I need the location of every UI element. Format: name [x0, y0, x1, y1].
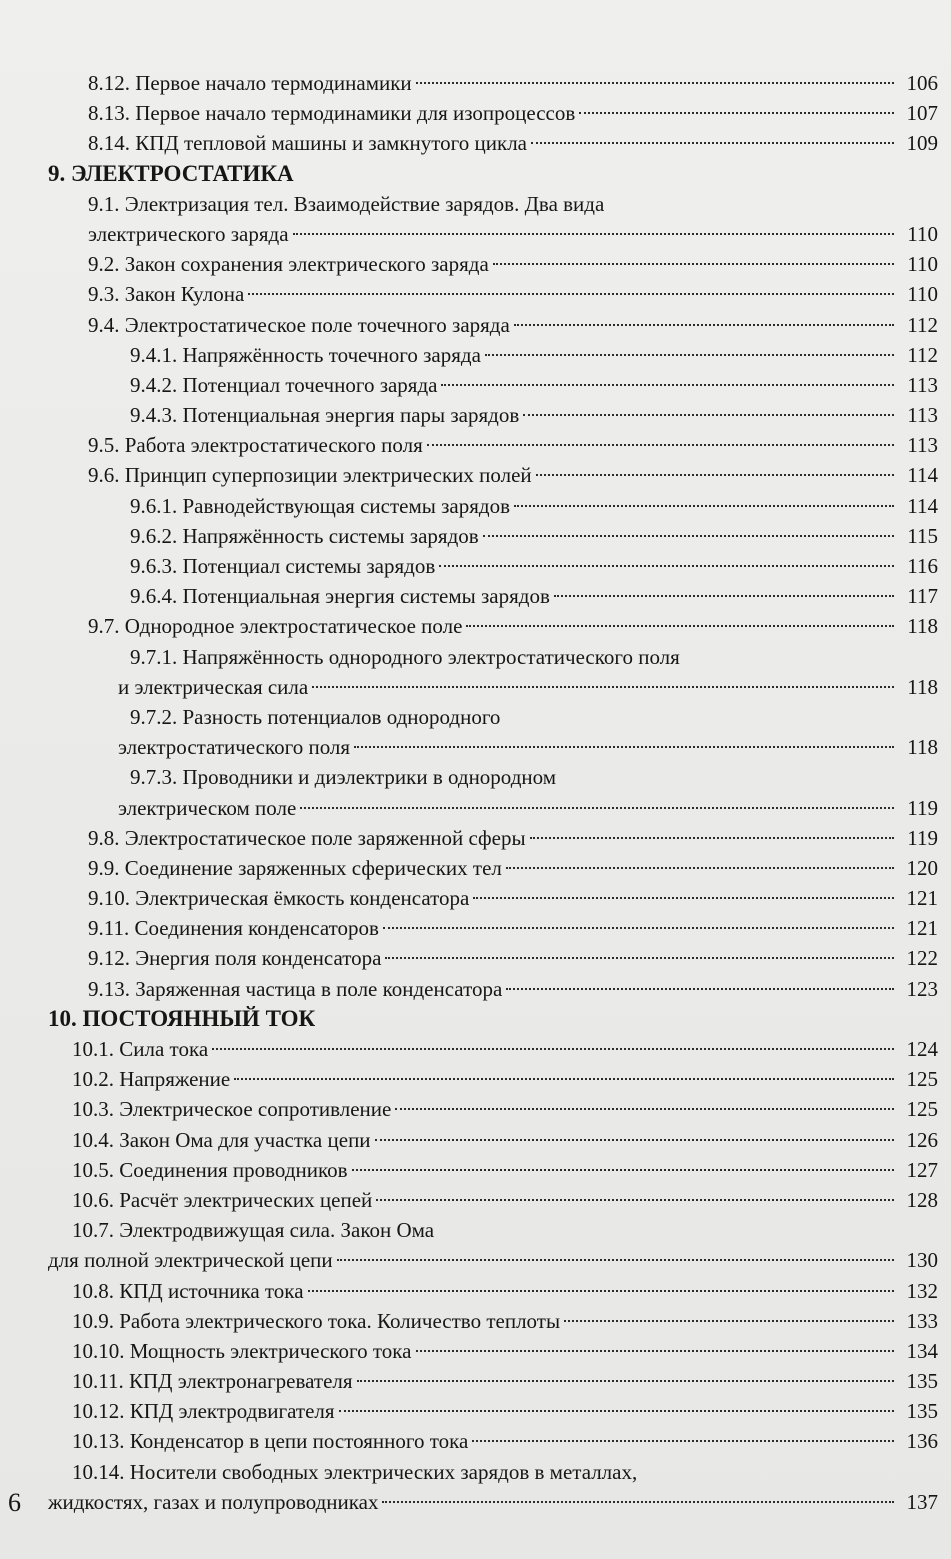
toc-entry-page: 115	[907, 523, 938, 548]
toc-entry-title: 9.7.1. Напряжённость однородного электростатического поля	[130, 644, 680, 669]
toc-entry-title: электростатического поля	[118, 735, 351, 760]
toc-entry	[48, 460, 938, 490]
toc-entry-title: 10.13. Конденсатор в цепи постоянного тока	[72, 1429, 469, 1454]
toc-entry-title: 9.4. Электростатическое поле точечного заряда	[88, 312, 510, 337]
toc-entry	[48, 913, 938, 943]
toc-entry-title: 9. ЭЛЕКТРОСТАТИКА	[48, 160, 294, 186]
toc-entry-page: 114	[907, 463, 938, 488]
toc-entry-title: 10.3. Электрическое сопротивление	[72, 1097, 392, 1122]
dot-leader	[439, 565, 894, 567]
toc-entry-title: 9.9. Соединение заряженных сферических тел	[88, 855, 502, 880]
toc-entry-page: 118	[907, 674, 938, 699]
toc-entry-title: 8.13. Первое начало термодинамики для изопроцессов	[88, 101, 576, 126]
toc-entry	[48, 853, 938, 883]
toc-entry-title: 10.7. Электродвижущая сила. Закон Ома	[72, 1218, 435, 1243]
toc-entry	[48, 521, 938, 551]
page-number: 6	[8, 1488, 21, 1517]
toc-entry-title: 9.2. Закон сохранения электрического заряда	[88, 252, 489, 277]
dot-leader	[354, 746, 894, 748]
dot-leader	[427, 444, 894, 446]
toc-entry	[48, 370, 938, 400]
toc-entry-title: 9.6. Принцип суперпозиции электрических полей	[88, 463, 532, 488]
toc-entry-page: 121	[906, 916, 938, 941]
dot-leader	[466, 625, 894, 627]
toc-entry-page: 114	[907, 493, 938, 518]
toc-entry-page: 116	[907, 554, 938, 578]
toc-entry-page: 126	[906, 1127, 938, 1152]
toc-entry	[48, 98, 938, 128]
toc-entry-page: 109	[906, 131, 938, 156]
toc-entry	[48, 279, 938, 309]
toc-entry	[48, 1487, 938, 1517]
dot-leader	[300, 807, 894, 809]
dot-leader	[376, 1199, 894, 1201]
toc-entry	[48, 491, 938, 521]
toc-entry-page: 119	[907, 795, 938, 820]
toc-entry	[48, 793, 938, 823]
toc-entry-page: 118	[907, 614, 938, 639]
toc-entry-page: 132	[906, 1278, 938, 1303]
toc-entry	[48, 702, 938, 732]
toc-entry-title: 10. ПОСТОЯННЫЙ ТОК	[48, 1005, 316, 1031]
toc-entry-title: 10.4. Закон Ома для участка цепи	[72, 1127, 371, 1152]
toc-entry	[48, 1185, 938, 1215]
toc-entry	[48, 1366, 938, 1396]
toc-entry-page: 134	[906, 1338, 938, 1363]
toc-entry	[48, 1155, 938, 1185]
toc-entry-title: 10.10. Мощность электрического тока	[72, 1338, 412, 1363]
toc-entry	[48, 68, 938, 98]
toc-entry-page: 137	[906, 1489, 938, 1514]
toc-entry-title: 9.6.1. Равнодействующая системы зарядов	[130, 493, 510, 518]
toc-entry-title: 9.12. Энергия поля конденсатора	[88, 946, 382, 971]
toc-entry	[48, 732, 938, 762]
toc-entry-page: 122	[906, 946, 938, 971]
toc-entry	[48, 1396, 938, 1426]
toc-entry	[48, 189, 938, 219]
dot-leader	[248, 293, 894, 295]
dot-leader	[472, 1440, 894, 1442]
toc-entry-title: 9.5. Работа электростатического поля	[88, 433, 423, 458]
toc-entry-title: 8.14. КПД тепловой машины и замкнутого цикла	[88, 131, 528, 156]
toc-entry-title: 9.6.3. Потенциал системы зарядов	[130, 554, 436, 578]
dot-leader	[395, 1108, 894, 1110]
toc-entry-page: 125	[906, 1067, 938, 1092]
toc-entry	[48, 1306, 938, 1336]
toc-entry-title: 9.3. Закон Кулона	[88, 282, 245, 307]
toc-entry	[48, 551, 938, 581]
toc-entry-page: 113	[907, 372, 938, 397]
toc-entry	[48, 1276, 938, 1306]
toc-entry-page: 120	[906, 855, 938, 880]
dot-leader	[357, 1380, 894, 1382]
toc-entry	[48, 1426, 938, 1456]
toc-entry-title: 10.6. Расчёт электрических цепей	[72, 1187, 373, 1212]
dot-leader	[382, 1501, 894, 1503]
toc-entry-page: 112	[907, 312, 938, 337]
toc-entry	[48, 1125, 938, 1155]
toc-entry-title: 9.7. Однородное электростатическое поле	[88, 614, 463, 639]
toc-entry-page: 136	[906, 1429, 938, 1454]
toc-entry-page: 135	[906, 1369, 938, 1394]
toc-entry-title: электрическом поле	[118, 795, 297, 820]
toc-entry-title: 10.8. КПД источника тока	[72, 1278, 304, 1303]
dot-leader	[352, 1169, 894, 1171]
dot-leader	[375, 1139, 894, 1141]
toc-entry-page: 106	[906, 71, 938, 95]
toc-entry-title: 9.10. Электрическая ёмкость конденсатора	[88, 886, 470, 911]
toc-entry	[48, 1064, 938, 1094]
dot-leader	[579, 112, 894, 114]
toc-entry-page: 133	[906, 1308, 938, 1333]
toc-entry	[48, 249, 938, 279]
toc-entry-title: 9.1. Электризация тел. Взаимодействие зарядов. Два вида	[88, 191, 605, 216]
toc-entry	[48, 883, 938, 913]
toc-entry-page: 128	[906, 1187, 938, 1212]
toc-entry-page: 123	[906, 976, 938, 1001]
toc-entry-page: 107	[906, 101, 938, 126]
toc-entry	[48, 1094, 938, 1124]
toc-entry-title: 9.8. Электростатическое поле заряженной сферы	[88, 825, 526, 850]
dot-leader	[416, 1350, 895, 1352]
dot-leader	[293, 233, 894, 235]
toc-entry	[48, 340, 938, 370]
toc-entry-title: электрического заряда	[88, 221, 289, 246]
toc-entry	[48, 943, 938, 973]
toc-entry	[48, 1215, 938, 1245]
dot-leader	[234, 1078, 894, 1080]
dot-leader	[514, 324, 894, 326]
toc-entry-page: 113	[907, 403, 938, 428]
dot-leader	[523, 414, 894, 416]
toc-entry-page: 113	[907, 433, 938, 458]
toc-entry-title: 10.11. КПД электронагревателя	[72, 1369, 353, 1394]
toc-entry	[48, 672, 938, 702]
dot-leader	[564, 1320, 894, 1322]
dot-leader	[473, 897, 894, 899]
toc-entry-title: 10.9. Работа электрического тока. Количество теплоты	[72, 1308, 561, 1333]
dot-leader	[308, 1290, 894, 1292]
toc-entry-title: 8.12. Первое начало термодинамики	[88, 71, 412, 95]
toc-entry	[48, 310, 938, 340]
dot-leader	[530, 837, 894, 839]
toc-entry-page: 110	[907, 252, 938, 277]
toc-entry-page: 124	[906, 1037, 938, 1061]
toc-entry	[48, 1245, 938, 1275]
dot-leader	[312, 686, 894, 688]
dot-leader	[554, 595, 894, 597]
toc-entry	[48, 128, 938, 158]
toc-entry	[48, 1034, 938, 1064]
toc-entry-page: 121	[906, 886, 938, 911]
toc-entry-page: 127	[906, 1157, 938, 1182]
toc-entry-title: для полной электрической цепи	[48, 1248, 333, 1273]
toc-entry	[48, 823, 938, 853]
toc-entry-page: 117	[907, 584, 938, 609]
toc-entry-title: 10.5. Соединения проводников	[72, 1157, 348, 1182]
toc-entry-title: 9.6.4. Потенциальная энергия системы зарядов	[130, 584, 550, 609]
toc-entry-title: жидкостях, газах и полупроводниках	[48, 1489, 379, 1514]
dot-leader	[441, 384, 894, 386]
section-heading	[48, 159, 938, 189]
dot-leader	[337, 1259, 894, 1261]
toc-entry-title: 9.7.3. Проводники и диэлектрики в однородном	[130, 765, 557, 790]
section-heading	[48, 1004, 938, 1034]
dot-leader	[493, 263, 894, 265]
toc-entry	[48, 642, 938, 672]
dot-leader	[385, 957, 894, 959]
toc-entry-title: 10.14. Носители свободных электрических зарядов в металлах,	[72, 1459, 638, 1484]
toc-entry	[48, 1336, 938, 1366]
dot-leader	[536, 474, 894, 476]
toc-entry	[48, 430, 938, 460]
toc-entry	[48, 974, 938, 1004]
toc-entry-title: 9.13. Заряженная частица в поле конденсатора	[88, 976, 503, 1001]
toc-entry-page: 130	[906, 1248, 938, 1273]
dot-leader	[485, 354, 894, 356]
toc-entry-page: 125	[906, 1097, 938, 1122]
toc-entry-title: 10.1. Сила тока	[72, 1037, 209, 1061]
toc-entry-page: 135	[906, 1399, 938, 1424]
dot-leader	[506, 988, 894, 990]
toc-entry-title: 9.4.3. Потенциальная энергия пары зарядов	[130, 403, 520, 428]
dot-leader	[383, 927, 894, 929]
toc-entry-title: и электрическая сила	[118, 674, 309, 699]
toc-entry-page: 110	[907, 282, 938, 307]
toc-entry-title: 9.4.2. Потенциал точечного заряда	[130, 372, 438, 397]
toc-entry-title: 10.12. КПД электродвигателя	[72, 1399, 335, 1424]
toc-entry-page: 112	[907, 342, 938, 367]
toc-entry	[48, 400, 938, 430]
toc-entry	[48, 219, 938, 249]
dot-leader	[212, 1048, 894, 1050]
toc-entry	[48, 611, 938, 641]
toc-entry-page: 118	[907, 735, 938, 760]
toc-entry-title: 9.6.2. Напряжённость системы зарядов	[130, 523, 479, 548]
toc-entry	[48, 1457, 938, 1487]
toc-entry-title: 9.7.2. Разность потенциалов однородного	[130, 704, 501, 729]
dot-leader	[514, 505, 894, 507]
dot-leader	[339, 1410, 894, 1412]
dot-leader	[506, 867, 894, 869]
dot-leader	[483, 535, 894, 537]
toc-entry	[48, 581, 938, 611]
toc-entry-page: 110	[907, 221, 938, 246]
table-of-contents	[48, 68, 938, 1517]
toc-entry-title: 9.4.1. Напряжённость точечного заряда	[130, 342, 481, 367]
toc-entry-title: 9.11. Соединения конденсаторов	[88, 916, 379, 941]
toc-entry-title: 10.2. Напряжение	[72, 1067, 231, 1092]
dot-leader	[416, 82, 894, 84]
dot-leader	[531, 142, 894, 144]
toc-entry	[48, 762, 938, 792]
toc-entry-page: 119	[907, 825, 938, 850]
